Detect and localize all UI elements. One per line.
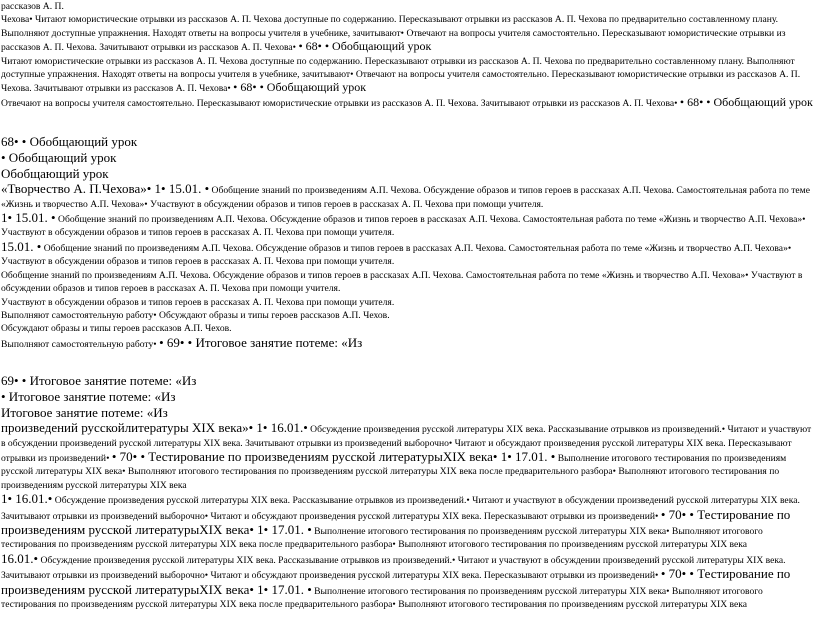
lesson-heading-run: • 68• • Обобщающий урок <box>679 94 813 109</box>
text-run: Выполнение итогового тестирования по произведениям русской литературы XIX века• Выполняют итогового тестирования по произведениям русской литературы XIX века после предварительного разбора• Выполняют итогового тестирования по произведениям русской литературы XIX века <box>1 585 763 610</box>
lesson-heading: Обобщающий урок <box>1 166 109 182</box>
lesson-heading: 68• • Обобщающий урок <box>1 134 138 150</box>
lesson-heading-run: 16.01.• <box>1 550 39 566</box>
text-run: Чехова• Читают юмористические отрывки из рассказов А. П. Чехова доступные по содержанию. Пересказывают отрывки из рассказов А. П. Чехова по предварительно составленному плану. Выполняют доступные упражнения. Находят ответы на вопросы учителя в учебнике, зачитывают• Отвечают на вопросы учителя самостоятельно. Пересказывают юмористические отрывки из рассказов А. П. Чехова. Зачитывают отрывки из рассказов А. П. Чехова• <box>1 14 786 54</box>
text-paragraph <box>1 240 813 269</box>
lesson-heading-run: 15.01. • <box>1 238 42 254</box>
text-block-lesson-68 <box>1 134 813 351</box>
text-paragraph <box>1 13 813 54</box>
text-line: Выполняют самостоятельную работу• Обсуждают образы и типы героев рассказов А.П. Чехов. <box>1 309 390 321</box>
text-line: Обсуждают образы и типы героев рассказов А.П. Чехов. <box>1 323 232 335</box>
text-run: Обобщение знаний по произведениям А.П. Чехова. Обсуждение образов и типов героев в рассказах А.П. Чехова. Самостоятельная работа по теме «Жизнь и творчество А.П. Чехова»• Участвуют в обсуждении образов и типов героев в рассказах А. П. Чехова при помощи учителя. <box>1 214 806 239</box>
text-line: рассказов А. П. <box>1 1 64 12</box>
lesson-heading-run: • 70• • Тестирование по произведениям русской литературыXIX века• 1• 17.01. • <box>111 448 556 464</box>
lesson-heading-run: 1• 16.01.• <box>1 491 53 507</box>
text-paragraph <box>1 211 813 240</box>
text-paragraph <box>1 552 813 612</box>
text-run: Обсуждение произведения русской литературы XIX века. Рассказывание отрывков из произведений.• Читают и участвуют в обсуждении произведений русской литературы XIX века. Зачитывают отрывки из произведений выборочно• Читают и обсуждают произведения русской литературы XIX века. Пересказывают отрывки из произведений• <box>1 495 800 522</box>
lesson-heading-run: • 68• • Обобщающий урок <box>233 80 367 95</box>
text-paragraph <box>1 96 813 110</box>
lesson-heading-run: • 70• • Тестирование по произведениям русской литературыXIX века• 1• 17.01. • <box>1 506 791 537</box>
text-run: Обсуждение произведения русской литературы XIX века. Рассказывание отрывков из произведений.• Читают и участвуют в обсуждении произведений русской литературы XIX века. Зачитывают отрывки из произведений выборочно• Читают и обсуждают произведения русской литературы XIX века. Пересказывают отрывки из произведений• <box>1 554 786 582</box>
lesson-heading: • Обобщающий урок <box>1 150 117 166</box>
text-run: Обобщение знаний по произведениям А.П. Чехова. Обсуждение образов и типов героев в рассказах А.П. Чехова. Самостоятельная работа по теме «Жизнь и творчество А.П. Чехова»• Участвуют в обсуждении образов и типов героев в рассказах А. П. Чехова при помощи учителя. <box>1 242 792 268</box>
lesson-heading-run: «Творчество А. П.Чехова»• 1• 15.01. • <box>1 181 210 197</box>
text-run: Выполнение итогового тестирования по произведениям русской литературы XIX века• Выполняют итогового тестирования по произведениям русской литературы XIX века после предварительного разбора• Выполняют итогового тестирования по произведениям русской литературы XIX века <box>1 452 787 491</box>
text-paragraph <box>1 421 813 492</box>
text-run: Обсуждение произведения русской литературы XIX века. Рассказывание отрывков из произведений.• Читают и участвуют в обсуждении произведений русской литературы XIX века. Зачитывают отрывки из произведений выборочно• Читают и обсуждают произведения русской литературы XIX века. Пересказывают отрывки из произведений• <box>1 424 812 464</box>
text-run: Выполняют самостоятельную работу• <box>1 338 157 350</box>
text-paragraph <box>1 336 813 351</box>
text-block-lesson-69 <box>1 373 813 611</box>
text-run: Обобщение знаний по произведениям А.П. Чехова. Обсуждение образов и типов героев в рассказах А.П. Чехова. Самостоятельная работа по теме «Жизнь и творчество А.П. Чехова»• Участвуют в обсуждении образов и типов героев в рассказах А. П. Чехова при помощи учителя. <box>1 185 810 210</box>
lesson-heading-run: произведений русскойлитературы XIX века»• 1• 16.01.• <box>1 420 308 436</box>
text-line: Обобщение знаний по произведениям А.П. Чехова. Обсуждение образов и типов героев в рассказах А.П. Чехова. Самостоятельная работа по теме «Жизнь и творчество А.П. Чехова»• Участвуют в обсуждении образов и типов героев в рассказах А. П. Чехова при помощи учителя. <box>1 269 803 295</box>
text-block-chekhov-recap <box>1 0 813 110</box>
text-run: Читают юмористические отрывки из рассказов А. П. Чехова доступные по содержанию. Пересказывают отрывки из рассказов А. П. Чехова по предварительно составленному плану. Выполняют доступные упражнения. Находят ответы на вопросы учителя в учебнике, зачитывают• Отвечают на вопросы учителя самостоятельно. Пересказывают юмористические отрывки из рассказов А. П. Чехова. Зачитывают отрывки из рассказов А. П. Чехова• <box>1 55 801 95</box>
text-run: Выполнение итогового тестирования по произведениям русской литературы XIX века• Выполняют итогового тестирования по произведениям русской литературы XIX века после предварительного разбора• Выполняют итогового тестирования по произведениям русской литературы XIX века <box>1 525 763 551</box>
lesson-heading-run: • 69• • Итоговое занятие потеме: «Из <box>159 334 363 350</box>
lesson-heading-run: 1• 15.01. • <box>1 210 56 226</box>
lesson-heading: • Итоговое занятие потеме: «Из <box>1 389 176 405</box>
lesson-heading-run: • 70• • Тестирование по произведениям русской литературыXIX века• 1• 17.01. • <box>1 566 791 597</box>
lesson-heading: Итоговое занятие потеме: «Из <box>1 405 168 421</box>
text-paragraph <box>1 55 813 96</box>
text-run: Отвечают на вопросы учителя самостоятельно. Пересказывают юмористические отрывки из рассказов А. П. Чехова. Зачитывают отрывки из рассказов А. П. Чехова• <box>1 97 678 109</box>
text-paragraph <box>1 492 813 552</box>
lesson-heading-run: • 68• • Обобщающий урок <box>298 39 432 54</box>
text-paragraph <box>1 182 813 211</box>
text-line: Участвуют в обсуждении образов и типов героев в рассказах А. П. Чехова при помощи учителя. <box>1 296 395 308</box>
lesson-heading: 69• • Итоговое занятие потеме: «Из <box>1 373 197 389</box>
